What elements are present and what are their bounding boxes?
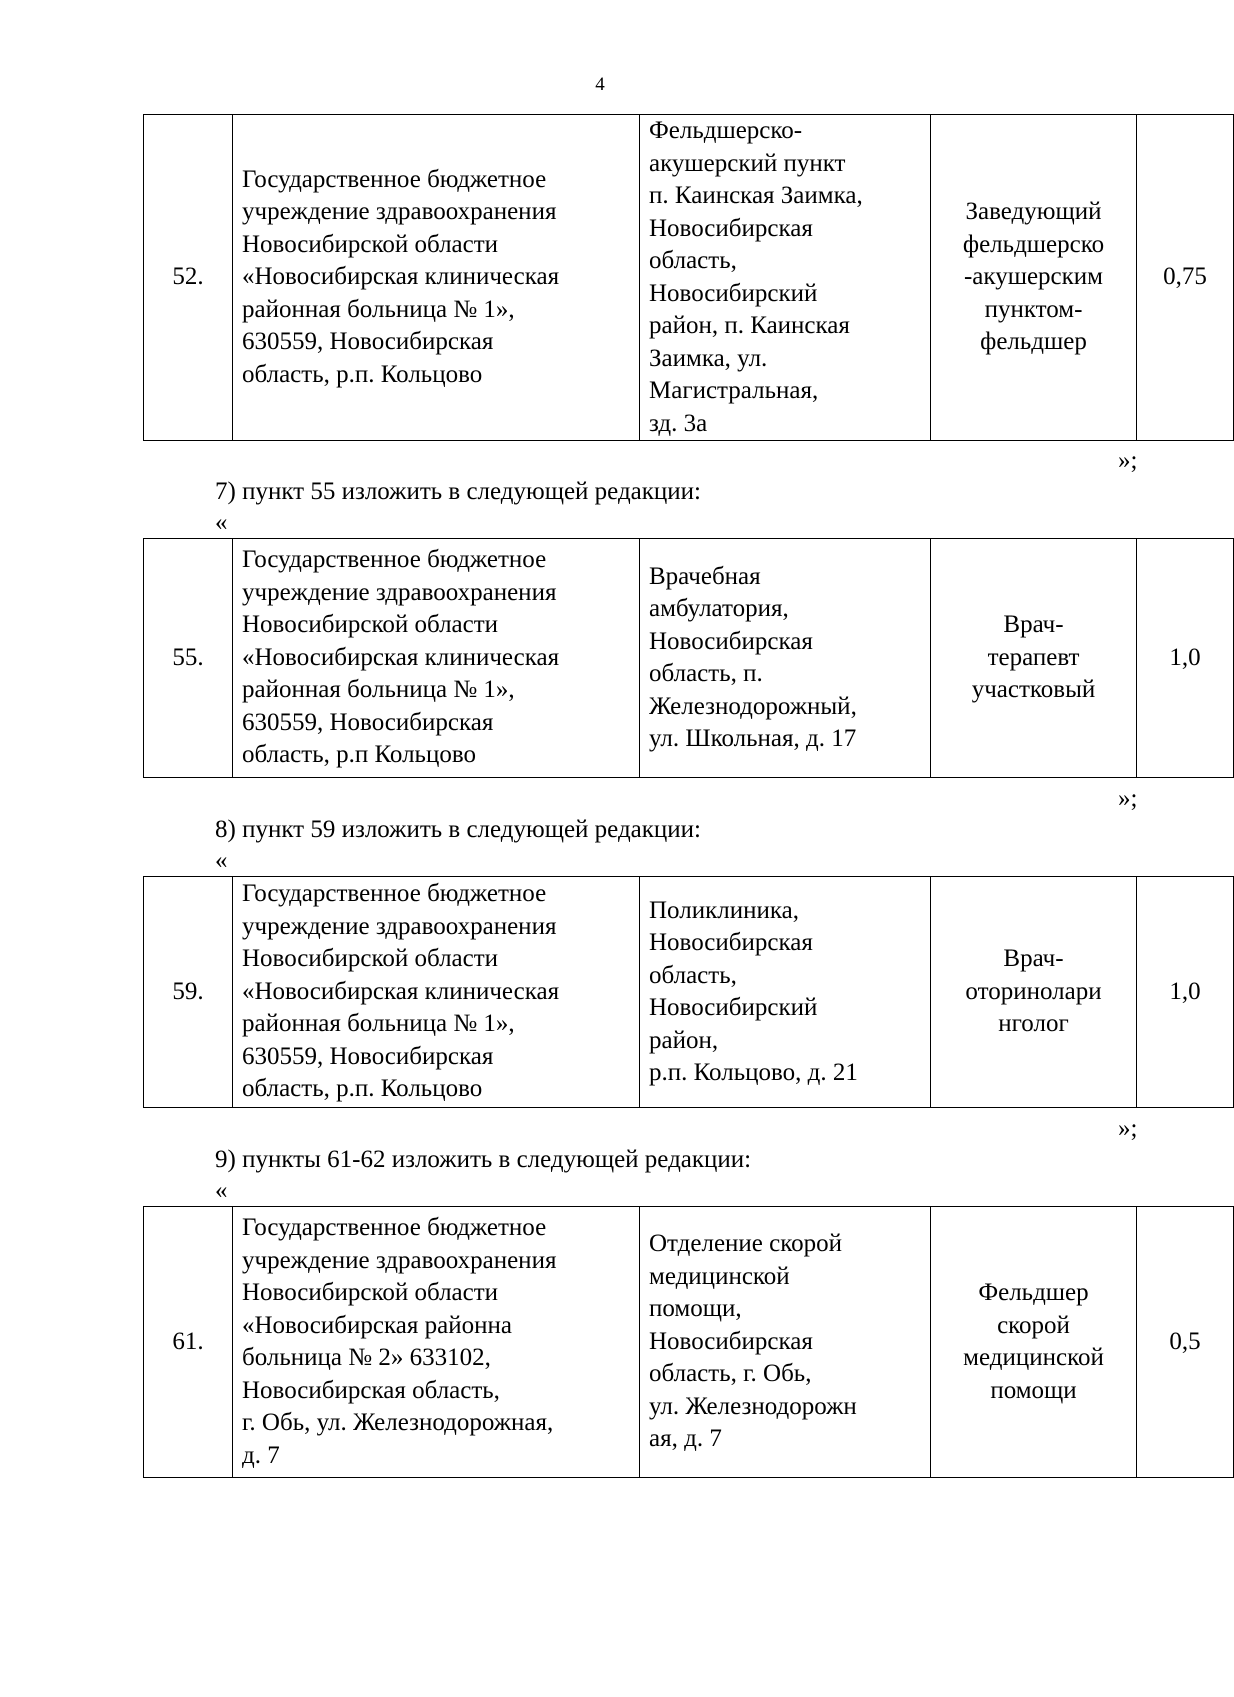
- open-quote: «: [215, 509, 228, 536]
- org-line: Государственное бюджетное: [242, 1214, 547, 1241]
- amendment-instruction: 7) пункт 55 изложить в следующей редакции:: [215, 478, 701, 505]
- addr-line: Врачебная: [649, 562, 761, 590]
- org-line: область, р.п Кольцово: [242, 741, 476, 769]
- org-line: д. 7: [242, 1441, 280, 1469]
- pos-line: участковый: [971, 676, 1096, 704]
- org-line: Государственное бюджетное: [242, 165, 547, 193]
- addr-line: область,: [649, 961, 737, 989]
- address-cell: [640, 1207, 931, 1478]
- pos-line: нголог: [998, 1010, 1069, 1038]
- org-line: районная больница № 1»,: [242, 676, 515, 704]
- org-line: 630559, Новосибирская: [242, 708, 494, 736]
- addr-line: Заимка, ул.: [649, 344, 768, 372]
- addr-line: район,: [649, 1026, 719, 1054]
- addr-line: помощи,: [649, 1295, 742, 1323]
- row-number: 55.: [144, 539, 233, 778]
- pos-line: Врач-: [1003, 945, 1064, 973]
- addr-line: район, п. Каинская: [649, 312, 850, 339]
- org-line: Новосибирской области: [242, 1279, 499, 1306]
- pos-line: оторинолари: [965, 977, 1102, 1005]
- position-cell: [931, 115, 1137, 441]
- org-line: Новосибирской области: [242, 945, 499, 973]
- rate-cell: 1,0: [1137, 877, 1234, 1108]
- pos-line: Заведующий: [965, 198, 1102, 226]
- org-line: учреждение здравоохранения: [242, 912, 557, 940]
- pos-line: -акушерским: [963, 263, 1103, 291]
- rate-cell: 0,5: [1137, 1207, 1234, 1478]
- pos-line: терапевт: [987, 643, 1080, 671]
- organization-cell: [233, 1207, 640, 1478]
- addr-line: Поликлиника,: [649, 896, 799, 924]
- org-line: «Новосибирская клиническая: [242, 977, 560, 1005]
- org-line: Новосибирской области: [242, 611, 499, 639]
- pos-line: Врач-: [1003, 611, 1064, 639]
- org-line: «Новосибирская клиническая: [242, 263, 560, 291]
- close-quote: »;: [1118, 1115, 1138, 1142]
- addr-line: область,: [649, 247, 737, 274]
- org-line: Государственное бюджетное: [242, 546, 547, 574]
- rate-cell: 0,75: [1137, 115, 1234, 441]
- org-line: учреждение здравоохранения: [242, 578, 557, 606]
- org-line: районная больница № 1»,: [242, 295, 515, 323]
- addr-line: медицинской: [649, 1262, 790, 1290]
- row-number: 52.: [144, 115, 233, 441]
- org-line: «Новосибирская районна: [242, 1311, 512, 1339]
- org-line: больница № 2» 633102,: [242, 1344, 491, 1371]
- addr-line: зд. 3а: [649, 409, 708, 437]
- close-quote: »;: [1118, 785, 1138, 812]
- row-number: 59.: [144, 877, 233, 1108]
- table-row: [143, 876, 1234, 1108]
- org-line: Государственное бюджетное: [242, 880, 547, 908]
- pos-line: медицинской: [963, 1344, 1104, 1371]
- addr-line: Новосибирская: [649, 1327, 813, 1355]
- org-line: «Новосибирская клиническая: [242, 643, 560, 671]
- org-line: 630559, Новосибирская: [242, 328, 494, 356]
- address-cell: [640, 115, 931, 441]
- pos-line: скорой: [997, 1311, 1070, 1339]
- rate-cell: 1,0: [1137, 539, 1234, 778]
- addr-line: акушерский пункт: [649, 149, 846, 177]
- amendment-instruction: 8) пункт 59 изложить в следующей редакции:: [215, 816, 701, 843]
- org-line: учреждение здравоохранения: [242, 198, 557, 226]
- organization-cell: [233, 115, 640, 441]
- table-row: [143, 538, 1234, 778]
- pos-line: помощи: [990, 1376, 1077, 1404]
- organization-cell: [233, 877, 640, 1108]
- addr-line: Фельдшерско-: [649, 117, 803, 144]
- position-cell: [931, 877, 1137, 1108]
- amendment-instruction: 9) пункты 61-62 изложить в следующей редакции:: [215, 1146, 752, 1173]
- org-line: г. Обь, ул. Железнодорожная,: [242, 1409, 554, 1436]
- address-cell: [640, 877, 931, 1108]
- address-cell: [640, 539, 931, 778]
- pos-line: фельдшерско: [962, 230, 1105, 258]
- addr-line: Железнодорожный,: [649, 692, 857, 720]
- pos-line: фельдшер: [980, 328, 1087, 356]
- org-line: Новосибирской области: [242, 230, 499, 258]
- position-cell: [931, 1207, 1137, 1478]
- table-row: [143, 114, 1234, 441]
- addr-line: амбулатория,: [649, 595, 789, 622]
- addr-line: Новосибирская: [649, 214, 813, 242]
- position-cell: [931, 539, 1137, 778]
- addr-line: Новосибирская: [649, 627, 813, 655]
- close-quote: »;: [1118, 447, 1138, 474]
- addr-line: Новосибирская: [649, 929, 813, 956]
- addr-line: ул. Школьная, д. 17: [649, 725, 857, 752]
- row-number: 61.: [144, 1207, 233, 1478]
- addr-line: область, г. Обь,: [649, 1360, 812, 1388]
- addr-line: Новосибирский: [649, 279, 818, 307]
- addr-line: ая, д. 7: [649, 1425, 722, 1453]
- addr-line: п. Каинская Заимка,: [649, 182, 863, 209]
- addr-line: область, п.: [649, 660, 763, 687]
- pos-line: пунктом-: [984, 295, 1083, 323]
- addr-line: Новосибирский: [649, 994, 818, 1021]
- addr-line: Магистральная,: [649, 377, 819, 404]
- organization-cell: [233, 539, 640, 778]
- addr-line: р.п. Кольцово, д. 21: [649, 1059, 858, 1086]
- org-line: 630559, Новосибирская: [242, 1042, 494, 1070]
- addr-line: Отделение скорой: [649, 1230, 842, 1258]
- org-line: область, р.п. Кольцово: [242, 1075, 483, 1103]
- org-line: учреждение здравоохранения: [242, 1246, 557, 1274]
- pos-line: Фельдшер: [978, 1279, 1089, 1306]
- open-quote: «: [215, 847, 228, 874]
- table-row: [143, 1206, 1234, 1478]
- open-quote: «: [215, 1177, 228, 1204]
- page-number: 4: [595, 74, 605, 95]
- org-line: Новосибирская область,: [242, 1376, 500, 1404]
- org-line: область, р.п. Кольцово: [242, 360, 483, 388]
- org-line: районная больница № 1»,: [242, 1010, 515, 1038]
- addr-line: ул. Железнодорожн: [649, 1392, 857, 1420]
